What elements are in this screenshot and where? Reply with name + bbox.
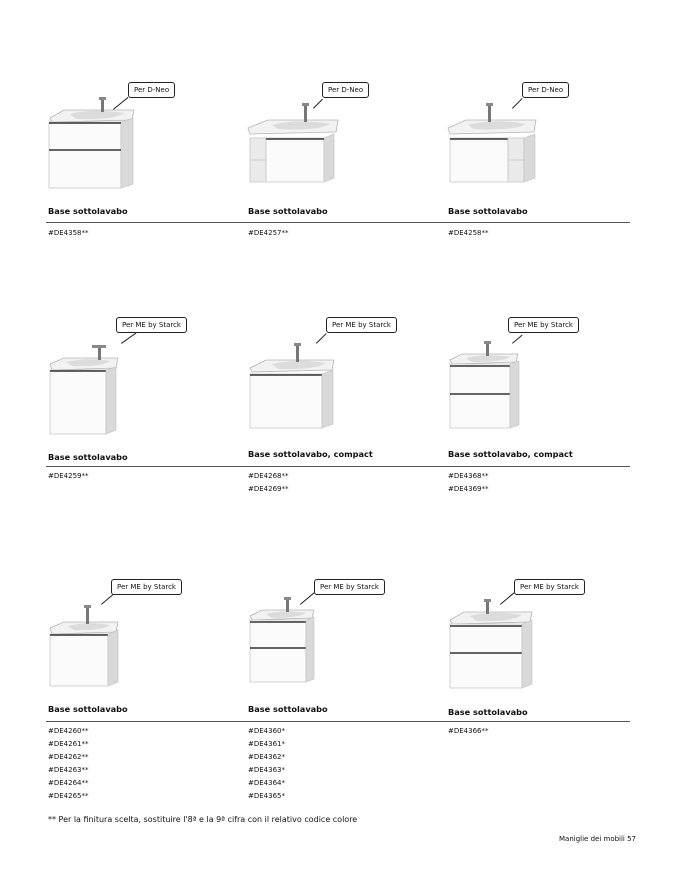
- product-code: #DE4258**: [448, 229, 489, 237]
- row-divider: [46, 466, 630, 467]
- product-code: #DE4362*: [248, 753, 285, 761]
- product-callout: Per ME by Starck: [514, 579, 585, 595]
- product-callout: Per ME by Starck: [111, 579, 182, 595]
- product-code: #DE4263**: [48, 766, 89, 774]
- page-footer: Maniglie dei mobili 57: [559, 835, 637, 843]
- product-code: #DE4368**: [448, 472, 489, 480]
- product-code: #DE4358**: [48, 229, 89, 237]
- product-callout: Per D-Neo: [322, 82, 369, 98]
- product-code: #DE4261**: [48, 740, 89, 748]
- product-title: Base sottolavabo: [448, 206, 528, 216]
- product-title: Base sottolavabo, compact: [448, 449, 573, 459]
- product-callout: Per ME by Starck: [508, 317, 579, 333]
- product-code: #DE4262**: [48, 753, 89, 761]
- row-divider: [46, 222, 630, 223]
- vanity-unit-image: [46, 602, 126, 690]
- product-code: #DE4264**: [48, 779, 89, 787]
- product-title: Base sottolavabo: [248, 704, 328, 714]
- product-code: #DE4360*: [248, 727, 285, 735]
- vanity-unit-image: [46, 340, 126, 440]
- product-title: Base sottolavabo, compact: [248, 449, 373, 459]
- product-title: Base sottolavabo: [248, 206, 328, 216]
- vanity-unit-image: [446, 598, 541, 693]
- product-callout: Per D-Neo: [522, 82, 569, 98]
- product-code: #DE4366**: [448, 727, 489, 735]
- vanity-unit-image: [46, 96, 141, 191]
- product-callout: Per ME by Starck: [326, 317, 397, 333]
- product-callout: Per D-Neo: [128, 82, 175, 98]
- callout-leader: [121, 333, 136, 344]
- product-code: #DE4260**: [48, 727, 89, 735]
- product-code: #DE4259**: [48, 472, 89, 480]
- product-title: Base sottolavabo: [448, 707, 528, 717]
- product-code: #DE4363*: [248, 766, 285, 774]
- vanity-unit-image: [246, 98, 341, 190]
- product-code: #DE4265**: [48, 792, 89, 800]
- product-code: #DE4268**: [248, 472, 289, 480]
- product-title: Base sottolavabo: [48, 452, 128, 462]
- product-code: #DE4364*: [248, 779, 285, 787]
- product-code: #DE4361*: [248, 740, 285, 748]
- product-title: Base sottolavabo: [48, 206, 128, 216]
- vanity-unit-image: [446, 340, 526, 435]
- product-code: #DE4257**: [248, 229, 289, 237]
- product-callout: Per ME by Starck: [116, 317, 187, 333]
- product-title: Base sottolavabo: [48, 704, 128, 714]
- row-divider: [46, 721, 630, 722]
- vanity-unit-image: [246, 596, 321, 688]
- product-callout: Per ME by Starck: [314, 579, 385, 595]
- footnote: ** Per la finitura scelta, sostituire l'8ª e la 9ª cifra con il relativo codice colore: [48, 815, 358, 824]
- product-code: #DE4365*: [248, 792, 285, 800]
- product-code: #DE4269**: [248, 485, 289, 493]
- vanity-unit-image: [246, 340, 341, 435]
- product-code: #DE4369**: [448, 485, 489, 493]
- vanity-unit-image: [446, 98, 541, 190]
